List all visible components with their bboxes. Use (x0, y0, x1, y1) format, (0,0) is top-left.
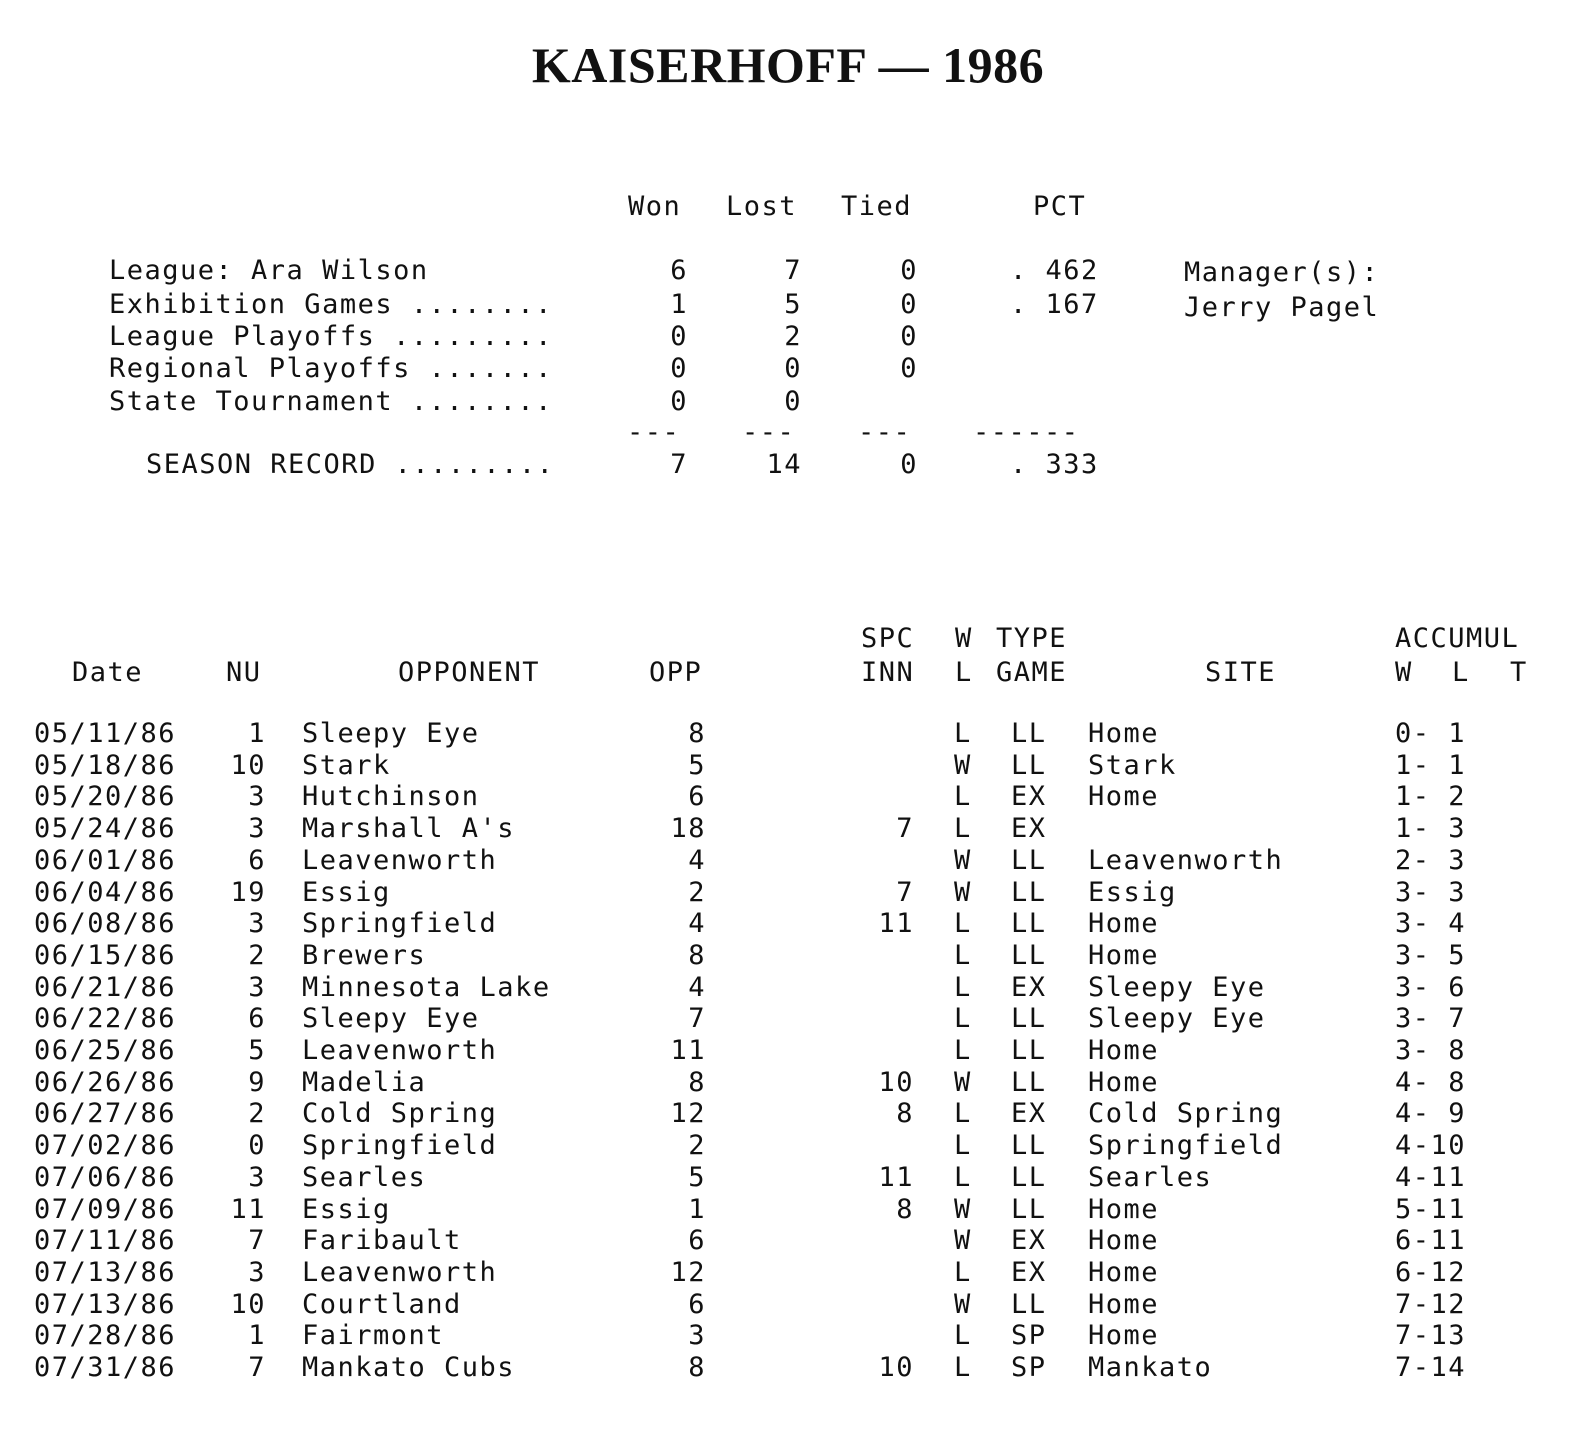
game-site: Cold Spring (1088, 1098, 1284, 1130)
w-header: W (955, 623, 973, 654)
manager-name: Jerry Pagel (1184, 292, 1380, 323)
game-opponent: Sleepy Eye (302, 718, 480, 749)
game-opp-score: 7 (688, 1003, 706, 1035)
game-opponent: Fairmont (302, 1320, 445, 1352)
game-site: Home (1088, 939, 1160, 971)
game-spc-inn: 11 (878, 908, 914, 940)
game-type: LL (1011, 1130, 1047, 1162)
game-opponent: Searles (302, 1161, 427, 1193)
game-type: EX (1011, 971, 1047, 1003)
pct-separator: ------ (973, 417, 1080, 448)
game-nu: 3 (248, 781, 266, 813)
game-nu: 2 (248, 939, 266, 971)
game-accumulated: 4- 8 (1395, 1066, 1467, 1098)
game-row (0, 973, 1576, 1005)
game-site: Home (1088, 1256, 1160, 1288)
game-opp-score: 18 (670, 813, 706, 845)
game-row (0, 909, 1576, 941)
game-row (0, 1163, 1576, 1195)
game-win-loss: L (954, 1161, 972, 1193)
game-win-loss: L (954, 781, 972, 813)
season-tied: 0 (900, 449, 918, 480)
game-site: Home (1088, 1320, 1160, 1352)
game-date: 05/24/86 (34, 813, 177, 845)
game-nu: 6 (248, 1003, 266, 1035)
game-row (0, 1226, 1576, 1258)
game-nu: 1 (248, 1320, 266, 1352)
game-nu: 5 (248, 1035, 266, 1066)
game-accumulated: 2- 3 (1395, 844, 1467, 876)
game-win-loss: L (954, 1320, 972, 1352)
game-type: EX (1011, 1225, 1047, 1257)
lost-value: 0 (784, 386, 802, 417)
game-row (0, 941, 1576, 973)
game-nu: 9 (248, 1066, 266, 1098)
season-won: 7 (670, 449, 688, 480)
game-site: Home (1088, 1035, 1160, 1066)
l-header: L (955, 657, 973, 688)
lost-value: 5 (784, 289, 802, 320)
game-win-loss: W (954, 1193, 972, 1225)
game-win-loss: L (954, 1098, 972, 1130)
game-spc-inn: 10 (878, 1352, 914, 1383)
game-site: Home (1088, 1193, 1160, 1225)
game-opponent: Leavenworth (302, 844, 498, 876)
pct-value: . 167 (1010, 289, 1099, 320)
game-win-loss: L (954, 939, 972, 971)
tied-value: 0 (900, 321, 918, 352)
game-opponent: Essig (302, 1193, 391, 1225)
game-row (0, 814, 1576, 846)
game-spc-inn: 10 (878, 1066, 914, 1098)
game-type: LL (1011, 1161, 1047, 1193)
game-date: 06/26/86 (34, 1066, 177, 1098)
game-type: LL (1011, 718, 1047, 749)
game-spc-inn: 7 (896, 876, 914, 908)
game-site: Home (1088, 908, 1160, 940)
accum-l-header: L (1452, 657, 1470, 688)
game-type: EX (1011, 813, 1047, 845)
game-opp-score: 11 (670, 1035, 706, 1066)
game-opp-score: 8 (688, 1352, 706, 1383)
game-opp-score: 12 (670, 1256, 706, 1288)
season-lost: 14 (766, 449, 802, 480)
game-type: EX (1011, 1256, 1047, 1288)
summary-row (0, 354, 1576, 386)
season-pct: . 333 (1010, 449, 1099, 480)
game-date: 05/20/86 (34, 781, 177, 813)
lost-header: Lost (726, 191, 798, 222)
game-accumulated: 3- 3 (1395, 876, 1467, 908)
game-win-loss: W (954, 1066, 972, 1098)
game-win-loss: W (954, 876, 972, 908)
summary-label: Regional Playoffs ....... (109, 353, 553, 384)
game-opponent: Essig (302, 876, 391, 908)
won-value: 0 (670, 353, 688, 384)
type-header: TYPE (996, 623, 1068, 654)
game-accumulated: 6-11 (1395, 1225, 1467, 1257)
game-accumulated: 4- 9 (1395, 1098, 1467, 1130)
game-type: LL (1011, 844, 1047, 876)
won-value: 0 (670, 321, 688, 352)
game-date: 07/31/86 (34, 1352, 177, 1383)
pct-value: . 462 (1010, 255, 1099, 286)
game-opponent: Springfield (302, 908, 498, 940)
summary-row (0, 387, 1576, 419)
game-accumulated: 3- 5 (1395, 939, 1467, 971)
game-site: Searles (1088, 1161, 1213, 1193)
game-date: 07/06/86 (34, 1161, 177, 1193)
summary-label: State Tournament ........ (109, 386, 553, 417)
game-opp-score: 6 (688, 781, 706, 813)
game-opp-score: 5 (688, 749, 706, 781)
game-date: 07/11/86 (34, 1225, 177, 1257)
summary-label: Exhibition Games ........ (109, 289, 553, 320)
game-row (0, 719, 1576, 751)
accum-w-header: W (1395, 657, 1413, 688)
game-row (0, 1068, 1576, 1100)
pct-header: PCT (1033, 191, 1087, 222)
date-header: Date (72, 657, 144, 688)
game-win-loss: L (954, 1035, 972, 1066)
game-nu: 2 (248, 1098, 266, 1130)
game-nu: 19 (230, 876, 266, 908)
game-date: 05/11/86 (34, 718, 177, 749)
game-accumulated: 1- 1 (1395, 749, 1467, 781)
game-spc-inn: 11 (878, 1161, 914, 1193)
game-win-loss: L (954, 1130, 972, 1162)
summary-label: League: Ara Wilson (109, 255, 429, 286)
game-row (0, 1290, 1576, 1322)
game-nu: 7 (248, 1352, 266, 1383)
game-opponent: Leavenworth (302, 1256, 498, 1288)
game-opp-score: 4 (688, 908, 706, 940)
game-accumulated: 7-13 (1395, 1320, 1467, 1352)
game-type: SP (1011, 1352, 1047, 1383)
game-date: 07/02/86 (34, 1130, 177, 1162)
game-spc-inn: 7 (896, 813, 914, 845)
game-accumulated: 5-11 (1395, 1193, 1467, 1225)
game-date: 07/28/86 (34, 1320, 177, 1352)
game-opponent: Courtland (302, 1288, 462, 1320)
game-site: Mankato (1088, 1352, 1213, 1383)
game-type: LL (1011, 908, 1047, 940)
game-win-loss: L (954, 1352, 972, 1383)
tied-value: 0 (900, 289, 918, 320)
accumul-header: ACCUMUL (1395, 623, 1520, 654)
game-opp-score: 12 (670, 1098, 706, 1130)
game-type: LL (1011, 939, 1047, 971)
accum-t-header: T (1510, 657, 1528, 688)
game-date: 07/13/86 (34, 1288, 177, 1320)
game-nu: 3 (248, 1256, 266, 1288)
game-opponent: Minnesota Lake (302, 971, 551, 1003)
won-header: Won (628, 191, 682, 222)
game-opp-score: 6 (688, 1288, 706, 1320)
game-type: LL (1011, 876, 1047, 908)
game-site: Home (1088, 718, 1160, 749)
game-opponent: Mankato Cubs (302, 1352, 516, 1383)
game-accumulated: 3- 4 (1395, 908, 1467, 940)
game-type: LL (1011, 1003, 1047, 1035)
game-opp-score: 4 (688, 971, 706, 1003)
game-row (0, 1131, 1576, 1163)
game-opponent: Marshall A's (302, 813, 516, 845)
game-date: 07/09/86 (34, 1193, 177, 1225)
game-accumulated: 4-11 (1395, 1161, 1467, 1193)
game-date: 06/04/86 (34, 876, 177, 908)
game-nu: 10 (230, 1288, 266, 1320)
game-opponent: Springfield (302, 1130, 498, 1162)
won-value: 1 (670, 289, 688, 320)
page-title: KAISERHOFF — 1986 (531, 37, 1045, 93)
game-type: LL (1011, 1193, 1047, 1225)
game-win-loss: W (954, 1225, 972, 1257)
game-accumulated: 6-12 (1395, 1256, 1467, 1288)
game-spc-inn: 8 (896, 1193, 914, 1225)
game-row (0, 846, 1576, 878)
game-nu: 10 (230, 749, 266, 781)
season-label: SEASON RECORD ......... (146, 449, 555, 480)
game-site: Home (1088, 1066, 1160, 1098)
game-date: 06/08/86 (34, 908, 177, 940)
game-opponent: Leavenworth (302, 1035, 498, 1066)
game-accumulated: 1- 3 (1395, 813, 1467, 845)
game-row (0, 1195, 1576, 1227)
game-opponent: Hutchinson (302, 781, 480, 813)
game-row (0, 1353, 1576, 1385)
game-date: 06/22/86 (34, 1003, 177, 1035)
game-type: LL (1011, 1288, 1047, 1320)
summary-label: League Playoffs ......... (109, 321, 553, 352)
game-win-loss: L (954, 1256, 972, 1288)
game-nu: 0 (248, 1130, 266, 1162)
game-site: Stark (1088, 749, 1177, 781)
game-date: 06/25/86 (34, 1035, 177, 1066)
game-site: Leavenworth (1088, 844, 1284, 876)
game-win-loss: W (954, 1288, 972, 1320)
game-site: Home (1088, 1225, 1160, 1257)
tied-header: Tied (841, 191, 913, 222)
lost-value: 7 (784, 255, 802, 286)
game-opponent: Cold Spring (302, 1098, 498, 1130)
game-win-loss: L (954, 971, 972, 1003)
game-row (0, 1321, 1576, 1353)
game-accumulated: 7-14 (1395, 1352, 1467, 1383)
game-opp-score: 3 (688, 1320, 706, 1352)
game-site: Home (1088, 1288, 1160, 1320)
game-date: 07/13/86 (34, 1256, 177, 1288)
lost-value: 0 (784, 353, 802, 384)
game-type: SP (1011, 1320, 1047, 1352)
game-row (0, 1258, 1576, 1290)
game-date: 06/01/86 (34, 844, 177, 876)
inn-header: INN (861, 657, 915, 688)
game-opp-score: 5 (688, 1161, 706, 1193)
game-row (0, 878, 1576, 910)
tied-separator: --- (858, 417, 912, 448)
game-opp-score: 6 (688, 1225, 706, 1257)
tied-value: 0 (900, 255, 918, 286)
game-opp-score: 4 (688, 844, 706, 876)
game-type: LL (1011, 749, 1047, 781)
game-win-loss: L (954, 908, 972, 940)
game-row (0, 1004, 1576, 1036)
game-site: Springfield (1088, 1130, 1284, 1162)
game-type: LL (1011, 1066, 1047, 1098)
opponent-header: OPPONENT (398, 657, 541, 688)
manager-label: Manager(s): (1184, 257, 1380, 288)
game-date: 05/18/86 (34, 749, 177, 781)
won-separator: --- (627, 417, 681, 448)
game-nu: 3 (248, 908, 266, 940)
game-opp-score: 8 (688, 939, 706, 971)
game-opponent: Sleepy Eye (302, 1003, 480, 1035)
game-accumulated: 3- 8 (1395, 1035, 1467, 1066)
season-record-row (0, 450, 1576, 482)
won-value: 0 (670, 386, 688, 417)
spc-header: SPC (861, 623, 915, 654)
tied-value: 0 (900, 353, 918, 384)
game-nu: 7 (248, 1225, 266, 1257)
game-nu: 11 (230, 1193, 266, 1225)
game-win-loss: W (954, 749, 972, 781)
game-spc-inn: 8 (896, 1098, 914, 1130)
game-site: Essig (1088, 876, 1177, 908)
game-opponent: Stark (302, 749, 391, 781)
game-accumulated: 0- 1 (1395, 718, 1467, 749)
game-row (0, 751, 1576, 783)
game-opp-score: 1 (688, 1193, 706, 1225)
game-win-loss: L (954, 1003, 972, 1035)
opp-header: OPP (649, 657, 703, 688)
game-row (0, 782, 1576, 814)
game-accumulated: 1- 2 (1395, 781, 1467, 813)
game-win-loss: W (954, 844, 972, 876)
game-accumulated: 7-12 (1395, 1288, 1467, 1320)
game-date: 06/15/86 (34, 939, 177, 971)
game-accumulated: 4-10 (1395, 1130, 1467, 1162)
game-type: EX (1011, 781, 1047, 813)
game-nu: 3 (248, 971, 266, 1003)
lost-value: 2 (784, 321, 802, 352)
lost-separator: --- (742, 417, 796, 448)
game-nu: 3 (248, 1161, 266, 1193)
game-nu: 1 (248, 718, 266, 749)
nu-header: NU (226, 657, 262, 688)
game-site: Sleepy Eye (1088, 971, 1266, 1003)
game-site: Sleepy Eye (1088, 1003, 1266, 1035)
game-row (0, 1099, 1576, 1131)
game-opp-score: 2 (688, 1130, 706, 1162)
game-opponent: Faribault (302, 1225, 462, 1257)
game-nu: 3 (248, 813, 266, 845)
summary-row (0, 322, 1576, 354)
game-opp-score: 8 (688, 718, 706, 749)
game-row (0, 1036, 1576, 1068)
game-date: 06/21/86 (34, 971, 177, 1003)
game-opp-score: 2 (688, 876, 706, 908)
game-accumulated: 3- 7 (1395, 1003, 1467, 1035)
game-win-loss: L (954, 718, 972, 749)
game-header: GAME (996, 657, 1068, 688)
game-type: LL (1011, 1035, 1047, 1066)
game-accumulated: 3- 6 (1395, 971, 1467, 1003)
game-opponent: Brewers (302, 939, 427, 971)
game-opp-score: 8 (688, 1066, 706, 1098)
game-site: Home (1088, 781, 1160, 813)
site-header: SITE (1205, 657, 1277, 688)
game-win-loss: L (954, 813, 972, 845)
game-date: 06/27/86 (34, 1098, 177, 1130)
game-nu: 6 (248, 844, 266, 876)
game-opponent: Madelia (302, 1066, 427, 1098)
game-type: EX (1011, 1098, 1047, 1130)
won-value: 6 (670, 255, 688, 286)
